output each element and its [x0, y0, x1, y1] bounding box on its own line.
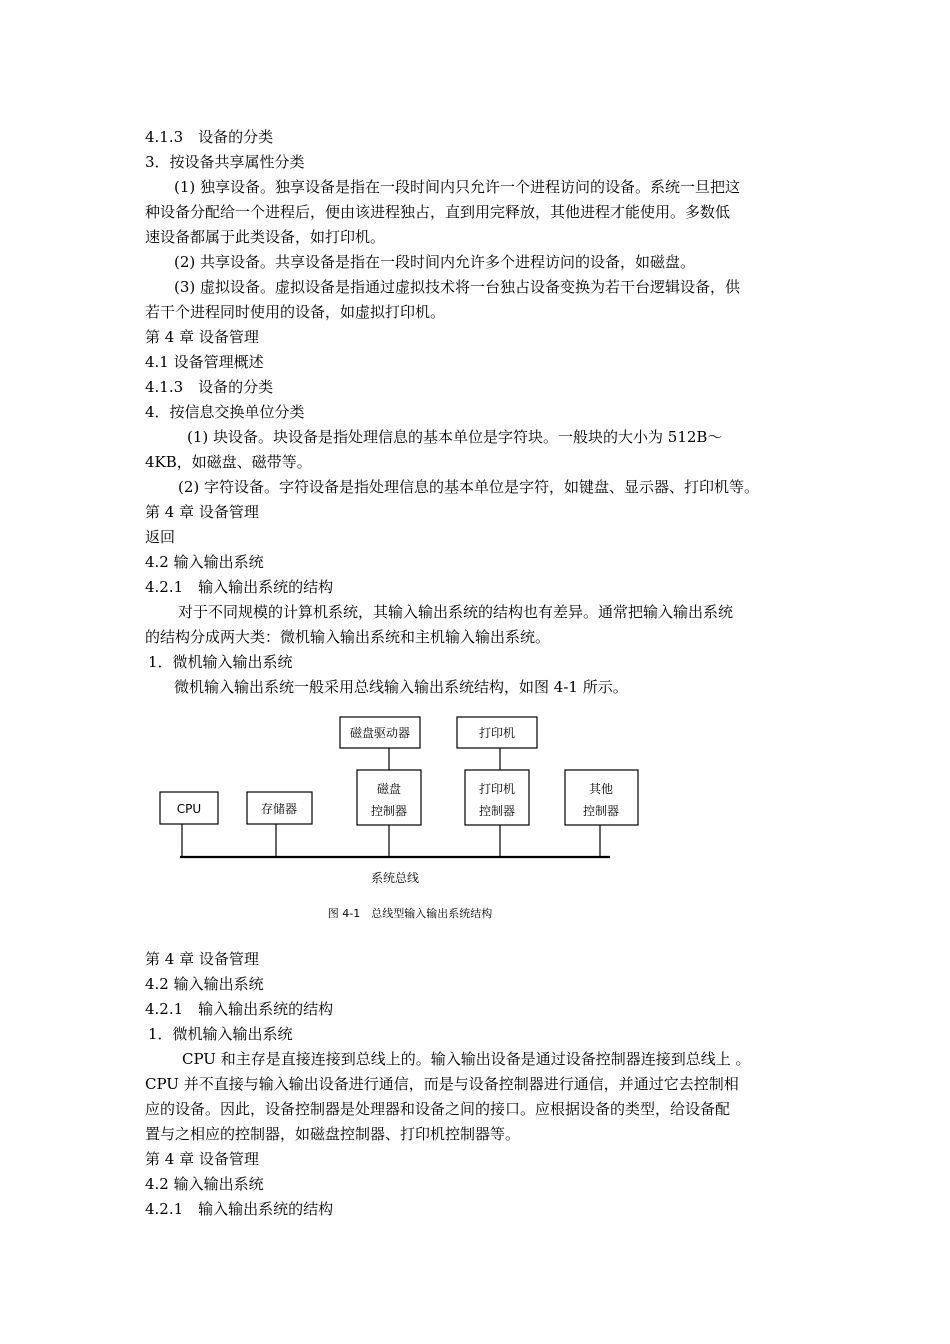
paragraph-line: 速设备都属于此类设备，如打印机。 — [145, 228, 386, 246]
subsection-heading: 1．微机输入输出系统 — [148, 653, 293, 671]
paragraph-line: CPU 并不直接与输入输出设备进行通信，而是与设备控制器进行通信，并通过它去控制相 — [145, 1075, 739, 1093]
section-heading: 4.1.3 设备的分类 — [145, 128, 274, 146]
disk-drive-label: 磁盘驱动器 — [349, 726, 411, 740]
section-heading: 4.2.1 输入输出系统的结构 — [145, 578, 334, 596]
printer-label: 打印机 — [478, 726, 516, 740]
other-controller-label: 控制器 — [582, 804, 620, 818]
subsection-heading: 1．微机输入输出系统 — [148, 1025, 293, 1043]
figure-caption: 图 4-1 总线型输入输出系统结构 — [327, 907, 493, 920]
section-heading: 4.2 输入输出系统 — [145, 975, 264, 993]
section-heading: 4.1.3 设备的分类 — [145, 378, 274, 396]
return-link[interactable]: 返回 — [145, 528, 176, 546]
paragraph-line: 应的设备。因此，设备控制器是处理器和设备之间的接口。应根据设备的类型，给设备配 — [145, 1100, 731, 1118]
paragraph-line: CPU 和主存是直接连接到总线上的。输入输出设备是通过设备控制器连接到总线上 。 — [182, 1050, 751, 1068]
paragraph-line: (1) 块设备。块设备是指处理信息的基本单位是字符块。一般块的大小为 512B～ — [187, 428, 723, 446]
section-heading: 4.2 输入输出系统 — [145, 553, 264, 571]
other-controller-label: 其他 — [588, 782, 614, 796]
printer-controller-label: 打印机 — [478, 782, 516, 796]
chapter-heading: 第 4 章 设备管理 — [145, 1150, 259, 1168]
paragraph-line: 置与之相应的控制器，如磁盘控制器、打印机控制器等。 — [145, 1125, 521, 1143]
paragraph-line: 种设备分配给一个进程后，便由该进程独占，直到用完释放，其他进程才能使用。多数低 — [145, 203, 731, 221]
paragraph-line: (2) 字符设备。字符设备是指处理信息的基本单位是字符，如键盘、显示器、打印机等。 — [178, 478, 760, 496]
section-heading: 4.2 输入输出系统 — [145, 1175, 264, 1193]
bus-label: 系统总线 — [370, 871, 420, 885]
chapter-heading: 第 4 章 设备管理 — [145, 328, 259, 346]
bus-io-structure-diagram — [150, 710, 650, 930]
section-heading: 4.1 设备管理概述 — [145, 353, 264, 371]
cpu-label: CPU — [176, 802, 202, 816]
paragraph-line: (1) 独享设备。独享设备是指在一段时间内只允许一个进程访问的设备。系统一旦把这 — [174, 178, 741, 196]
disk-controller-label: 控制器 — [370, 804, 408, 818]
printer-controller-label: 控制器 — [478, 804, 516, 818]
paragraph-line: (3) 虚拟设备。虚拟设备是指通过虚拟技术将一台独占设备变换为若干台逻辑设备，供 — [174, 278, 741, 296]
disk-controller-label: 磁盘 — [376, 782, 402, 796]
chapter-heading: 第 4 章 设备管理 — [145, 503, 259, 521]
section-heading: 4.2.1 输入输出系统的结构 — [145, 1000, 334, 1018]
chapter-heading: 第 4 章 设备管理 — [145, 950, 259, 968]
subsection-heading: 4．按信息交换单位分类 — [145, 403, 305, 421]
paragraph-line: (2) 共享设备。共享设备是指在一段时间内允许多个进程访问的设备，如磁盘。 — [174, 253, 696, 271]
paragraph-line: 4KB，如磁盘、磁带等。 — [145, 453, 312, 471]
paragraph-line: 若干个进程同时使用的设备，如虚拟打印机。 — [145, 303, 446, 321]
paragraph-line: 微机输入输出系统一般采用总线输入输出系统结构，如图 4-1 所示。 — [174, 678, 628, 696]
paragraph-line: 的结构分成两大类：微机输入输出系统和主机输入输出系统。 — [145, 628, 551, 646]
section-heading: 4.2.1 输入输出系统的结构 — [145, 1200, 334, 1218]
memory-label: 存储器 — [260, 802, 298, 816]
subsection-heading: 3．按设备共享属性分类 — [145, 153, 305, 171]
paragraph-line: 对于不同规模的计算机系统，其输入输出系统的结构也有差异。通常把输入输出系统 — [178, 603, 734, 621]
